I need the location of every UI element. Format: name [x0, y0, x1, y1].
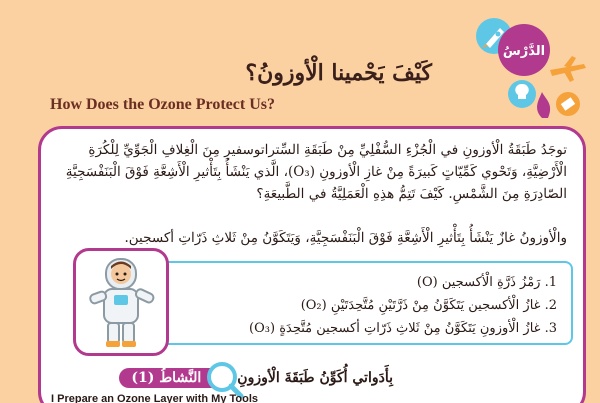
ozone-definition-paragraph: والْأوزونُ غازٌ يَنْشَأُ بِتَأْثيرِ الْأَشِعَّةِ فَوْقَ الْبَنَفْسَجِيَّةِ، وَيَتَكَوَّنُ مِنْ ثَلاثِ ذَرّاتِ أكسجين.: [124, 230, 567, 246]
list-item: 1. رَمْزُ ذَرَّةِ الْأكسجين (O): [416, 275, 557, 290]
ozone-facts-box: [141, 261, 573, 345]
activity-badge: [119, 368, 231, 388]
ozone-facts-list: [249, 271, 557, 340]
lesson-content-panel: [38, 126, 586, 403]
list-item: 2. غازُ الْأكسجين يَتَكَوَّنُ مِنْ ذَرَّتَيْنِ مُتَّحِدَتَيْنِ (O₂): [300, 298, 557, 313]
activity-title-arabic: بِأَدَواتي أُكَوِّنُ طَبَقَةَ الْأوزونِ: [237, 370, 393, 386]
satellite-icon: [556, 92, 580, 116]
intro-paragraph: توجَدُ طَبَقَةُ الْأوزونِ في الْجُزْءِ السُّفْلِيِّ مِنْ طَبَقَةِ السِّتراتوسفيرِ مِنَ الْغِلافِ الْجَوِّيِّ لِلْكُرَةِ الْأَرْضِيَّةِ، وَتَحْوي كَمِّيّاتٍ كَبيرَةً مِنْ غازِ الْأوزونِ (O₃)، الَّذي يَنْشَأُ بِتَأْثيرِ الْأَشِعَّةِ فَوْقَ الْبَنَفْسَجِيَّةِ الصّادِرَةِ مِنَ الشَّمْسِ. كَيْفَ تَتِمُّ هذِهِ الْعَمَلِيَّةُ في الطَّبيعَةِ؟: [65, 142, 567, 202]
list-item: 3. غازُ الْأوزونِ يَتَكَوَّنُ مِنْ ثَلاثِ ذَرّاتِ أكسجين مُتَّحِدَةٍ (O₃): [249, 321, 557, 336]
airplane-icon: [550, 56, 586, 82]
activity-header: [119, 365, 393, 391]
flame-icon: [537, 92, 550, 118]
activity-title-english: I Prepare an Ozone Layer with My Tools: [51, 393, 259, 403]
lesson-badge: [470, 14, 588, 122]
astronaut-frame: [73, 248, 169, 356]
lesson-title-arabic: كَيْفَ يَحْمينا الْأوزونُ؟: [245, 60, 432, 86]
lesson-title-english: How Does the Ozone Protect Us?: [50, 96, 275, 113]
lesson-badge-label: الدَّرْسُ: [502, 44, 546, 59]
astronaut-icon: [76, 251, 166, 353]
activity-label: النَّشاطُ (1): [131, 370, 202, 386]
lightbulb-icon: [508, 80, 536, 108]
